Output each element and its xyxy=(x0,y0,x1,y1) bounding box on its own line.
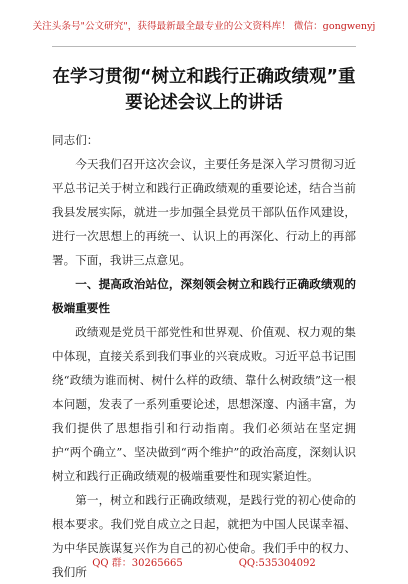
footer-contact xyxy=(0,557,408,571)
footer-qq-number: QQ:535304092 xyxy=(238,558,316,569)
paragraph-1: 政绩观是党员干部党性和世界观、价值观、权力观的集中体现，直接关系到我们事业的兴衰成败。习近平总书记围绕“政绩为谁而树、树什么样的政绩、靠什么树政绩”这一根本问题，发表了一系列重要论述，思想深邃、内涵丰富，为我们提供了思想指引和行动指南。我们必须站在坚定拥护“两个确立”、坚决做到“两个维护”的政治高度，深刻认识树立和践行正确政绩观的极端重要性和现实紧迫性。 xyxy=(52,325,356,483)
salutation: 同志们： xyxy=(52,133,99,147)
paragraph-2: 第一，树立和践行正确政绩观，是践行党的初心使命的根本要求。我们党自成立之日起，就把为中国人民谋幸福、为中华民族谋复兴作为自己的初心使命。我们手中的权力、我们所 xyxy=(52,493,356,579)
footer-qq-group: QQ 群：30265665 xyxy=(92,558,183,569)
header-divider xyxy=(52,46,356,47)
document-title: 在学习贯彻“树立和践行正确政绩观”重要论述会议上的讲话 xyxy=(52,67,356,113)
section-heading-1: 一、提高政治站位，深刻领会树立和践行正确政绩观的极端重要性 xyxy=(52,277,356,315)
header-promo-note: 关注头条号"公文研究"，获得最新最全最专业的公文资料库！ 微信：gongwenyj xyxy=(32,21,376,32)
paragraph-intro: 今天我们召开这次会议，主要任务是深入学习贯彻习近平总书记关于树立和践行正确政绩观的重要论述，结合当前我县发展实际，就进一步加强全县党员干部队伍作风建设，进行一次思想上的再统一、认识上的再深化、行动上的再部署。下面，我讲三点意见。 xyxy=(52,157,356,267)
document-body xyxy=(52,128,356,584)
